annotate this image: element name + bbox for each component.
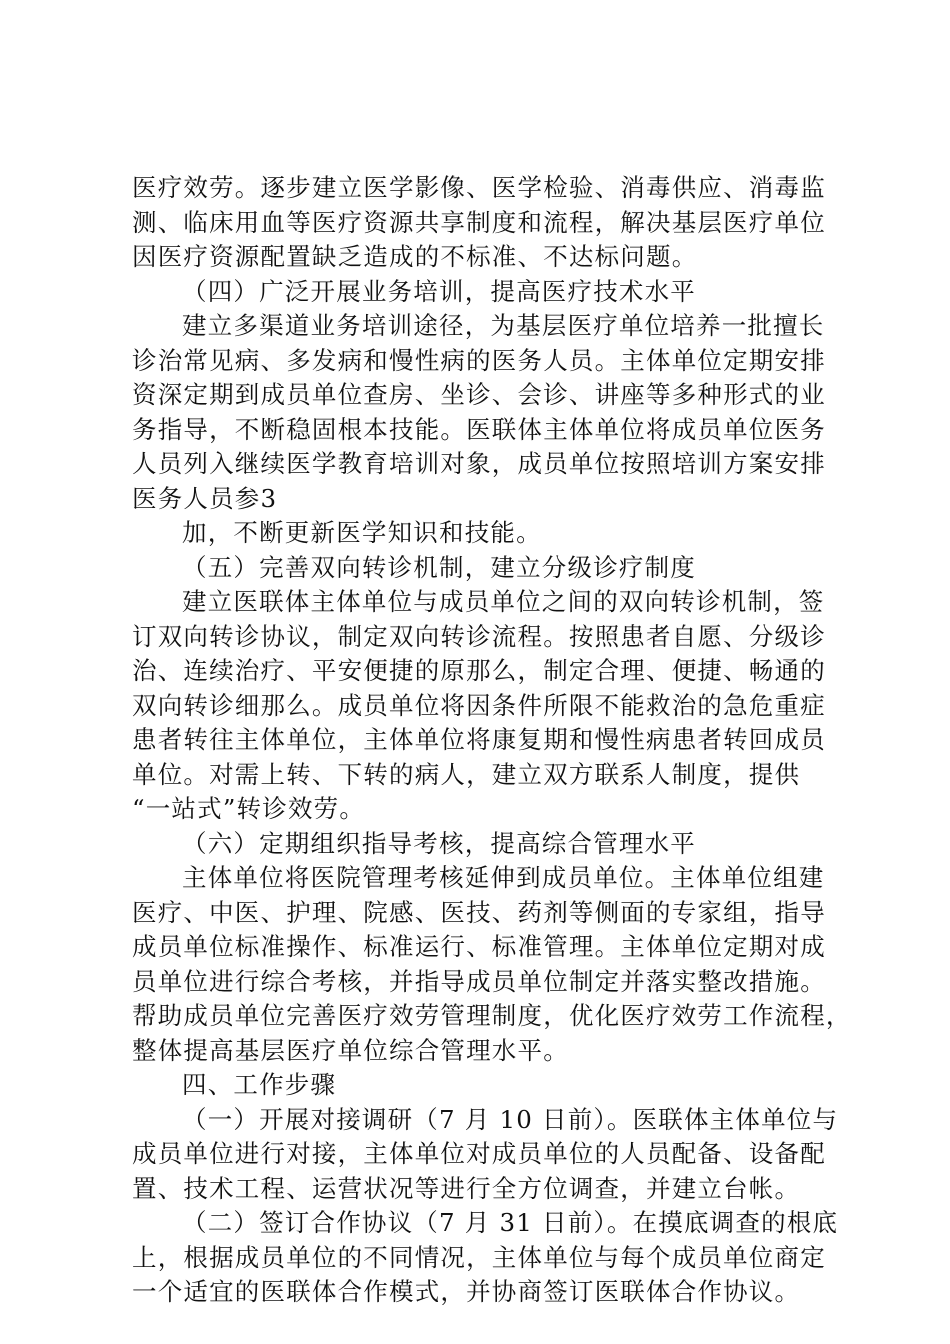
text-line: 单位。对需上转、下转的病人，建立双方联系人制度，提供 — [132, 759, 801, 789]
text-line: 医疗、中医、护理、院感、医技、药剂等侧面的专家组，指导 — [132, 897, 826, 927]
text-line: 加，不断更新医学知识和技能。 — [182, 518, 542, 547]
text-line: （五）完善双向转诊机制，建立分级诊疗制度 — [182, 552, 696, 582]
text-line: 人员列入继续医学教育培训对象，成员单位按照培训方案安排 — [132, 449, 826, 478]
text-line: 双向转诊细那么。成员单位将因条件所限不能救治的急危重症 — [132, 690, 826, 720]
text-line: 测、临床用血等医疗资源共享制度和流程，解决基层医疗单位 — [132, 207, 826, 237]
text-line: （二）签订合作协议（7 月 31 日前）。在摸底调查的根底 — [182, 1208, 839, 1237]
text-line: （六）定期组织指导考核，提高综合管理水平 — [182, 828, 696, 858]
text-line: 主体单位将医院管理考核延伸到成员单位。主体单位组建 — [182, 863, 825, 892]
text-line: 订双向转诊协议，制定双向转诊流程。按照患者自愿、分级诊 — [132, 621, 826, 651]
text-line: 整体提高基层医疗单位综合管理水平。 — [132, 1035, 569, 1065]
text-line: 帮助成员单位完善医疗效劳管理制度，优化医疗效劳工作流程， — [132, 1001, 852, 1030]
text-line: （四）广泛开展业务培训，提高医疗技术水平 — [182, 276, 696, 306]
text-line: 医务人员参3 — [132, 483, 278, 513]
text-line: 成员单位进行对接，主体单位对成员单位的人员配备、设备配 — [132, 1139, 826, 1168]
text-line: 成员单位标准操作、标准运行、标准管理。主体单位定期对成 — [132, 932, 826, 961]
text-line: 资深定期到成员单位查房、坐诊、会诊、讲座等多种形式的业 — [132, 380, 826, 409]
text-line: 一个适宜的医联体合作模式，并协商签订医联体合作协议。 — [132, 1277, 801, 1306]
text-line: 务指导，不断稳固根本技能。医联体主体单位将成员单位医务 — [132, 414, 826, 444]
text-line: 建立医联体主体单位与成员单位之间的双向转诊机制，签 — [182, 587, 825, 616]
text-line: 诊治常见病、多发病和慢性病的医务人员。主体单位定期安排 — [132, 345, 826, 375]
text-line: 患者转往主体单位，主体单位将康复期和慢性病患者转回成员 — [132, 725, 826, 754]
text-line: （一）开展对接调研（7 月 10 日前）。医联体主体单位与 — [182, 1104, 839, 1134]
text-line: 置、技术工程、运营状况等进行全方位调查，并建立台帐。 — [132, 1173, 801, 1203]
text-line: 上，根据成员单位的不同情况，主体单位与每个成员单位商定 — [132, 1242, 826, 1272]
text-line: 四、工作步骤 — [182, 1070, 337, 1099]
text-line: 医疗效劳。逐步建立医学影像、医学检验、消毒供应、消毒监 — [132, 173, 826, 202]
text-line: 因医疗资源配置缺乏造成的不标准、不达标问题。 — [132, 242, 698, 271]
text-line: 建立多渠道业务培训途径，为基层医疗单位培养一批擅长 — [182, 311, 825, 340]
document-body — [132, 171, 852, 1310]
text-line: “一站式”转诊效劳。 — [132, 794, 366, 823]
text-line: 治、连续治疗、平安便捷的原那么，制定合理、便捷、畅通的 — [132, 656, 826, 685]
text-line: 员单位进行综合考核，并指导成员单位制定并落实整改措施。 — [132, 966, 826, 996]
